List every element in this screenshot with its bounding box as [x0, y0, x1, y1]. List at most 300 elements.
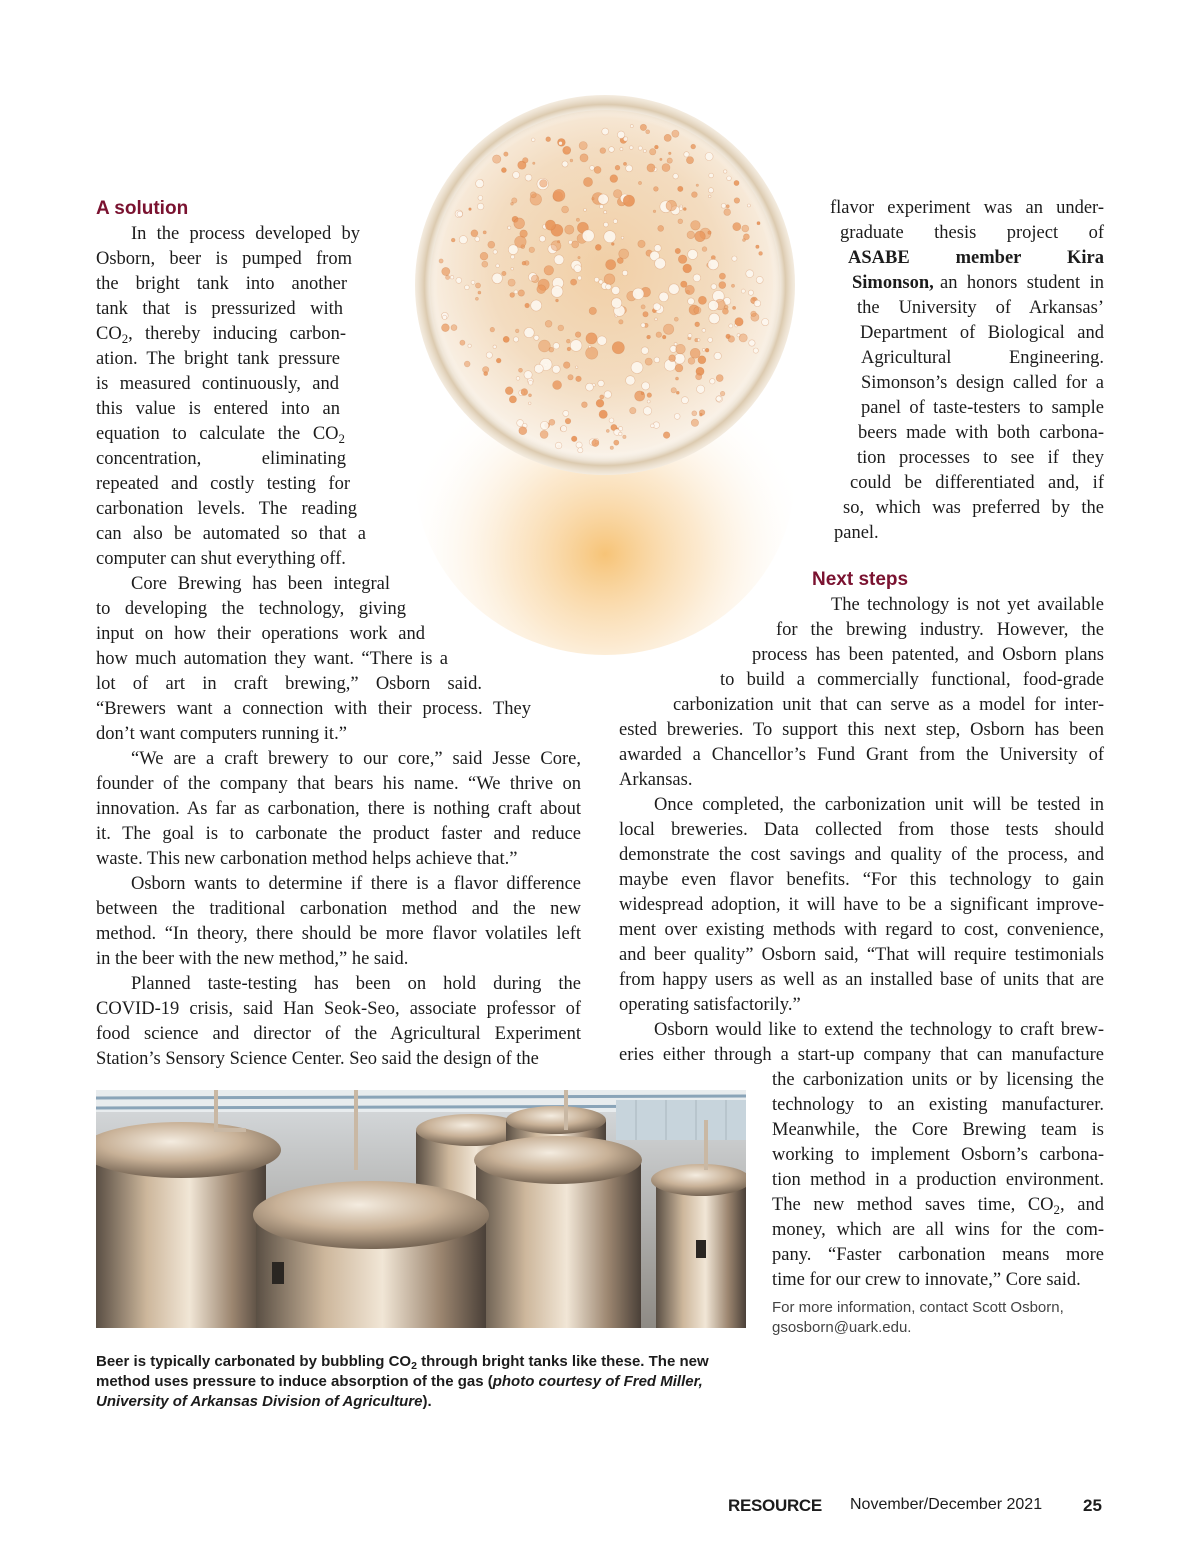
foam-bubble: [610, 175, 618, 183]
foam-bubble: [683, 208, 686, 211]
text-line: eries either through a start-up company that can manufacture: [619, 1045, 1104, 1065]
foam-bubble: [565, 418, 571, 424]
foam-bubble: [659, 292, 669, 302]
foam-bubble: [511, 255, 515, 259]
foam-bubble: [695, 231, 706, 242]
foam-bubble: [708, 300, 718, 310]
foam-bubble: [576, 366, 578, 368]
foam-bubble: [529, 247, 535, 253]
foam-bubble: [493, 250, 497, 254]
foam-bubble: [579, 142, 587, 150]
text-line: ation. The bright tank pressure: [96, 349, 340, 369]
text-line: this value is entered into an: [96, 399, 340, 419]
foam-bubble: [512, 198, 517, 203]
foam-bubble: [705, 153, 713, 161]
foam-bubble: [663, 324, 673, 334]
foam-bubble: [687, 231, 695, 239]
foam-bubble: [674, 353, 685, 364]
text-line: to build a commercially functional, food-grade: [720, 670, 1104, 690]
foam-bubble: [580, 154, 588, 162]
foam-bubble: [724, 209, 731, 216]
foam-bubble: [606, 284, 612, 290]
foam-bubble: [685, 285, 694, 294]
foam-bubble: [696, 374, 702, 380]
text-line: operating satisfactorily.”: [619, 995, 801, 1015]
foam-bubble: [621, 237, 624, 240]
text-line: Osborn would like to extend the technology to craft brew-: [654, 1020, 1104, 1040]
text-line: Once completed, the carbonization unit will be tested in: [654, 795, 1104, 815]
foam-bubble: [546, 137, 551, 142]
foam-bubble: [496, 358, 501, 363]
foam-bubble: [676, 391, 679, 394]
text-line: tion method in a production environment.: [772, 1170, 1104, 1190]
foam-bubble: [734, 180, 739, 185]
foam-bubble: [619, 320, 623, 324]
foam-bubble: [582, 402, 588, 408]
foam-bubble: [475, 283, 480, 288]
foam-bubble: [630, 146, 634, 150]
foam-bubble: [611, 298, 621, 308]
foam-bubble: [508, 245, 518, 255]
foam-bubble: [678, 255, 687, 264]
foam-bubble: [604, 274, 615, 285]
text-line: Arkansas.: [619, 770, 693, 790]
text-line: it. The goal is to carbonate the product faster and reduce: [96, 824, 581, 844]
foam-bubble: [525, 303, 530, 308]
foam-bubble: [647, 400, 650, 403]
foam-bubble: [612, 342, 624, 354]
foam-bubble: [753, 348, 758, 353]
foam-bubble: [519, 368, 523, 372]
text-line: method. “In theory, there should be more flavor volatiles left: [96, 924, 581, 944]
foam-bubble: [667, 158, 672, 163]
foam-bubble: [596, 399, 604, 407]
foam-bubble: [594, 277, 599, 282]
foam-bubble: [698, 296, 706, 304]
foam-bubble: [623, 137, 627, 141]
foam-bubble: [734, 198, 740, 204]
foam-bubble: [676, 377, 679, 380]
text-line: the carbonization units or by licensing the: [772, 1070, 1104, 1090]
foam-bubble: [663, 432, 670, 439]
foam-bubble: [600, 148, 606, 154]
caption-text: Beer is typically carbonated by bubbling CO: [96, 1353, 412, 1370]
foam-bubble: [522, 261, 526, 265]
text-line: Osborn, beer is pumped from: [96, 249, 352, 269]
foam-bubble: [697, 385, 705, 393]
foam-bubble: [655, 145, 659, 149]
foam-bubble: [708, 231, 711, 234]
foam-bubble: [724, 170, 727, 173]
foam-bubble: [643, 407, 651, 415]
foam-bubble: [678, 186, 683, 191]
foam-bubble: [476, 180, 484, 188]
foam-bubble: [633, 288, 644, 299]
beer-glass-image: [405, 95, 805, 655]
foam-bubble: [509, 396, 516, 403]
foam-bubble: [708, 338, 713, 343]
foam-bubble: [562, 206, 569, 213]
foam-bubble: [708, 195, 711, 198]
photo-caption: [96, 1352, 746, 1412]
text-line: between the traditional carbonation method and the new: [96, 899, 581, 919]
foam-bubble: [643, 150, 646, 153]
foam-bubble: [741, 289, 745, 293]
foam-bubble: [459, 236, 467, 244]
foam-bubble: [614, 440, 619, 445]
foam-bubble: [702, 247, 707, 252]
foam-bubble: [456, 278, 462, 284]
text-line: waste. This new carbonation method helps achieve that.”: [96, 849, 518, 869]
foam-bubble: [735, 318, 743, 326]
foam-bubble: [555, 442, 562, 449]
text-line: for the brewing industry. However, the: [776, 620, 1104, 640]
text-line: Simonson,: [852, 273, 934, 293]
foam-bubble: [656, 332, 662, 338]
text-line: $CO_2$, thereby inducing carbon-: [96, 324, 346, 346]
foam-bubble: [604, 391, 611, 398]
foam-bubble: [450, 276, 453, 279]
foam-bubble: [674, 343, 677, 346]
foam-bubble: [571, 279, 577, 285]
foam-bubble: [746, 270, 754, 278]
foam-bubble: [493, 345, 496, 348]
text-line: technology to an existing manufacturer.: [772, 1095, 1104, 1115]
text-line: local breweries. Data collected from those tests should: [619, 820, 1104, 840]
text-line: carbonization unit that can serve as a model for inter-: [673, 695, 1104, 715]
text-line: In the process developed by: [131, 224, 360, 244]
foam-bubble: [478, 196, 483, 201]
text-line: founder of the company that bears his name. “We thrive on: [96, 774, 581, 794]
section-heading-next-steps: Next steps: [812, 569, 909, 590]
text-line: The new method saves time, $CO_2$, and: [772, 1195, 1104, 1217]
foam-bubble: [733, 306, 736, 309]
text-line: demonstrate the cost savings and quality of the process, and: [619, 845, 1104, 865]
contact-email: gsosborn@uark.edu.: [772, 1319, 912, 1336]
foam-bubble: [688, 334, 692, 338]
foam-bubble: [615, 165, 620, 170]
text-line: don’t want computers running it.”: [96, 724, 347, 744]
foam-bubble: [442, 315, 446, 319]
foam-bubble: [643, 312, 648, 317]
footer-magazine: RESOURCE: [728, 1496, 822, 1515]
text-line: Core Brewing has been integral: [131, 574, 390, 594]
foam-bubble: [565, 225, 574, 234]
foam-bubble: [570, 340, 582, 352]
foam-bubble: [654, 245, 661, 252]
foam-bubble: [486, 352, 492, 358]
text-line: could be differentiated and, if: [850, 473, 1104, 493]
foam-bubble: [477, 203, 484, 210]
foam-bubble: [710, 379, 715, 384]
foam-bubble: [739, 334, 747, 342]
foam-bubble: [505, 387, 513, 395]
text-line: the University of Arkansas’: [857, 298, 1104, 318]
foam-bubble: [690, 348, 700, 358]
foam-bubble: [521, 389, 528, 396]
foam-bubble: [662, 335, 666, 339]
foam-bubble: [475, 297, 478, 300]
foam-bubble: [613, 219, 617, 223]
foam-bubble: [641, 305, 645, 309]
foam-bubble: [576, 218, 579, 221]
foam-bubble: [692, 411, 697, 416]
foam-bubble: [640, 124, 646, 130]
foam-bubble: [442, 324, 450, 332]
text-line: innovation. As far as carbonation, there is nothing craft about: [96, 799, 581, 819]
foam-bubble: [676, 344, 686, 354]
foam-bubble: [653, 303, 660, 310]
foam-bubble: [511, 267, 514, 270]
photo-credit: photo courtesy of Fred Miller, University of Arkansas Division of Agriculture: [96, 1373, 703, 1410]
foam-bubble: [675, 248, 680, 253]
foam-bubble: [623, 162, 626, 165]
text-line: and beer quality” Osborn said, “That will require testimonials: [619, 945, 1104, 965]
foam-bubble: [496, 264, 500, 268]
foam-bubble: [597, 336, 606, 345]
foam-bubble: [554, 255, 564, 265]
contact-line: For more information, contact Scott Osborn,: [772, 1299, 1064, 1316]
foam-bubble: [626, 165, 633, 172]
foam-bubble: [756, 245, 759, 248]
foam-bubble: [600, 395, 604, 399]
foam-bubble: [757, 222, 760, 225]
text-line: Simonson’s design called for a: [861, 373, 1104, 393]
foam-bubble: [696, 184, 698, 186]
foam-bubble: [660, 158, 662, 160]
foam-bubble: [645, 358, 652, 365]
foam-bubble: [553, 343, 559, 349]
foam-bubble: [519, 427, 527, 435]
foam-bubble: [531, 138, 535, 142]
foam-bubble: [545, 220, 555, 230]
foam-bubble: [619, 249, 629, 259]
text-line: an honors student in: [940, 273, 1104, 293]
foam-bubble: [540, 421, 548, 429]
foam-bubble: [553, 189, 565, 201]
foam-bubble: [609, 147, 615, 153]
foam-bubble: [674, 317, 678, 321]
caption-subscript: 2: [411, 1360, 417, 1373]
text-line: Meanwhile, the Core Brewing team is: [772, 1120, 1104, 1140]
foam-bubble: [562, 161, 568, 167]
text-line: is measured continuously, and: [96, 374, 339, 394]
foam-bubble: [531, 275, 539, 283]
foam-bubble: [504, 152, 508, 156]
foam-bubble: [510, 293, 515, 298]
foam-bubble: [561, 426, 567, 432]
foam-bubble: [658, 225, 664, 231]
foam-bubble: [681, 281, 687, 287]
text-line: Planned taste-testing has been on hold during the: [131, 974, 581, 994]
text-line: ment over existing methods with regard to cost, convenience,: [619, 920, 1104, 940]
foam-bubble: [513, 172, 520, 179]
foam-bubble: [490, 327, 495, 332]
foam-bubble: [716, 375, 723, 382]
foam-bubble: [582, 230, 594, 242]
contact-info: [772, 1298, 1112, 1338]
foam-bubble: [709, 313, 720, 324]
foam-bubble: [611, 243, 614, 246]
text-line: concentration, eliminating: [96, 449, 346, 469]
foam-bubble: [566, 339, 570, 343]
foam-bubble: [721, 203, 726, 208]
foam-bubble: [655, 318, 658, 321]
foam-bubble: [641, 392, 644, 395]
foam-bubble: [457, 211, 463, 217]
foam-bubble: [626, 376, 635, 385]
foam-bubble: [576, 376, 582, 382]
foam-bubble: [578, 276, 582, 280]
text-line: Agricultural Engineering.: [861, 348, 1104, 368]
foam-bubble: [619, 432, 622, 435]
foam-bubble: [642, 382, 650, 390]
foam-bubble: [720, 391, 725, 396]
foam-bubble: [524, 371, 532, 379]
text-line: awarded a Chancellor’s Fund Grant from the University of: [619, 745, 1104, 765]
foam-bubble: [673, 174, 678, 179]
text-line: maybe even flavor benefits. “For this technology to gain: [619, 870, 1104, 890]
foam-bubble: [702, 349, 705, 352]
foam-bubble: [638, 240, 645, 247]
text-line: the bright tank into another: [96, 274, 347, 294]
foam-bubble: [592, 198, 594, 200]
foam-bubble: [669, 152, 672, 155]
foam-bubble: [589, 307, 596, 314]
foam-bubble: [756, 276, 763, 283]
foam-bubble: [622, 270, 627, 275]
text-line: Department of Biological and: [860, 323, 1104, 343]
text-line: The technology is not yet available: [831, 595, 1104, 615]
foam-bubble: [567, 347, 571, 351]
foam-bubble: [488, 241, 495, 248]
foam-bubble: [465, 285, 470, 290]
foam-bubble: [574, 265, 582, 273]
text-line: so, which was preferred by the: [843, 498, 1104, 518]
foam-bubble: [482, 261, 488, 267]
foam-bubble: [749, 340, 755, 346]
foam-bubble: [630, 125, 633, 128]
text-line: “Brewers want a connection with their process. They: [96, 699, 531, 719]
foam-bubble: [545, 320, 552, 327]
foam-bubble: [653, 210, 656, 213]
text-line: pany. “Faster carbonation means more: [772, 1245, 1104, 1265]
footer-issue: November/December 2021: [850, 1496, 1043, 1513]
foam-bubble: [691, 144, 696, 149]
foam-bubble: [654, 357, 660, 363]
text-line: working to implement Osborn’s carbona-: [772, 1145, 1104, 1165]
foam-bubble: [528, 402, 531, 405]
foam-bubble: [691, 221, 701, 231]
foam-bubble: [599, 280, 603, 284]
caption-text-end: ).: [422, 1393, 432, 1410]
foam-bubble: [525, 174, 532, 181]
foam-bubble: [654, 187, 659, 192]
text-line: Osborn wants to determine if there is a flavor difference: [131, 874, 581, 894]
text-line: COVID-19 crisis, said Han Seok-Seo, associate professor of: [96, 999, 581, 1019]
foam-bubble: [515, 329, 519, 333]
foam-bubble: [551, 286, 563, 298]
foam-bubble: [553, 381, 562, 390]
foam-bubble: [483, 231, 486, 234]
foam-bubble: [729, 324, 733, 328]
foam-bubble: [508, 226, 511, 229]
text-line: graduate thesis project of: [840, 223, 1104, 243]
foam-bubble: [556, 299, 559, 302]
foam-bubble: [623, 195, 634, 206]
foam-bubble: [762, 319, 769, 326]
foam-bubble: [559, 141, 563, 145]
text-line: from happy users as well as an installed base of units that are: [619, 970, 1104, 990]
foam-bubble: [697, 339, 700, 342]
foam-bubble: [613, 190, 621, 198]
foam-bubble: [711, 284, 717, 290]
foam-bubble: [719, 282, 726, 289]
foam-bubble: [501, 168, 506, 173]
foam-bubble: [714, 352, 721, 359]
text-line: input on how their operations work and: [96, 624, 425, 644]
foam-bubble: [631, 362, 643, 374]
text-line: “We are a craft brewery to our core,” said Jesse Core,: [131, 749, 581, 769]
foam-bubble: [672, 130, 679, 137]
foam-bubble: [728, 336, 735, 343]
foam-bubble: [612, 286, 620, 294]
foam-bubble: [719, 273, 725, 279]
section-heading-solution: A solution: [96, 198, 189, 219]
text-line: ested breweries. To support this next step, Osborn has been: [619, 720, 1104, 740]
foam-bubble: [664, 134, 671, 141]
foam-bubble: [478, 291, 481, 294]
foam-bubble: [584, 209, 587, 212]
foam-bubble: [708, 259, 719, 270]
foam-bubble: [563, 362, 570, 369]
text-line: tion processes to see if they: [857, 448, 1104, 468]
foam-bubble: [469, 208, 472, 211]
foam-bubble: [641, 347, 648, 354]
foam-bubble: [688, 358, 695, 365]
footer-page-number: 25: [1083, 1496, 1102, 1515]
text-line: carbonation levels. The reading: [96, 499, 357, 519]
foam-bubble: [551, 241, 561, 251]
foam-bubble: [662, 164, 670, 172]
foam-bubble: [540, 180, 548, 188]
foam-bubble: [480, 252, 488, 260]
foam-bubble: [598, 194, 608, 204]
text-line: process has been patented, and Osborn plans: [752, 645, 1104, 665]
foam-bubble: [598, 380, 604, 386]
foam-bubble: [439, 259, 443, 263]
foam-bubble: [513, 337, 518, 342]
text-line: to developing the technology, giving: [96, 599, 406, 619]
foam-bubble: [516, 377, 520, 381]
foam-bubble: [606, 429, 609, 432]
foam-bubble: [678, 219, 683, 224]
foam-bubble: [748, 290, 753, 295]
foam-bubble: [583, 177, 592, 186]
foam-bubble: [549, 419, 555, 425]
foam-bubble: [651, 424, 655, 428]
text-line: lot of art in craft brewing,” Osborn said.: [96, 674, 482, 694]
foam-bubble: [610, 446, 613, 449]
foam-bubble: [623, 435, 626, 438]
foam-bubble: [604, 211, 607, 214]
foam-bubble: [451, 238, 455, 242]
foam-bubble: [595, 244, 601, 250]
foam-bubble: [684, 152, 689, 157]
foam-bubble: [726, 205, 729, 208]
foam-bubble: [464, 361, 470, 367]
foam-bubble: [693, 274, 701, 282]
